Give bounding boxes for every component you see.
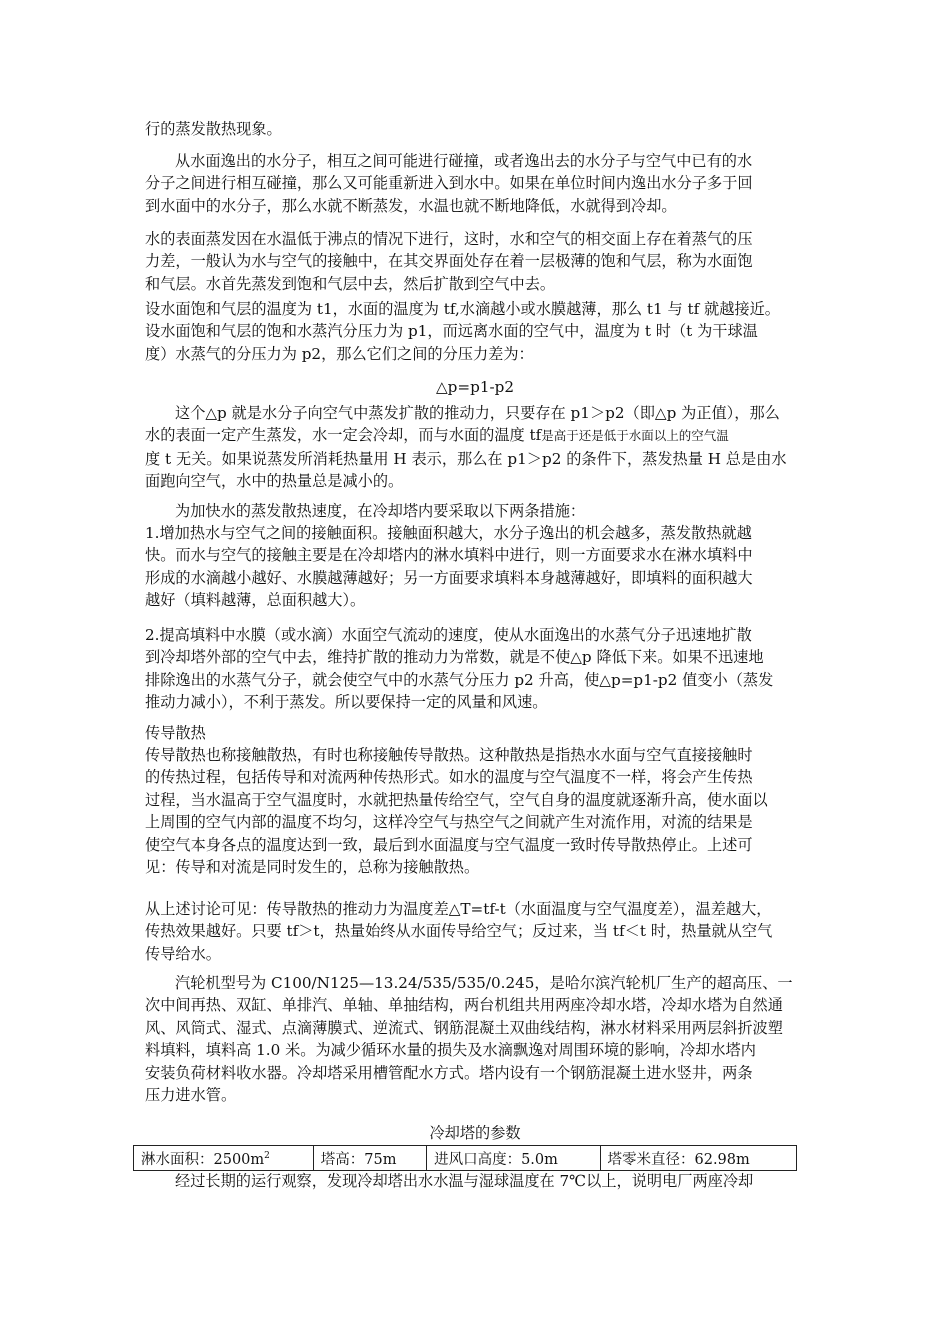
- text-line: 使空气本身各点的温度达到一致，最后到水面温度与空气温度一致时传导散热停止。上述可: [145, 835, 753, 854]
- text-line: 料填料，填料高 1.0 米。为减少循环水量的损失及水滴飘逸对周围环境的影响，冷却水塔内: [145, 1041, 756, 1060]
- text-line: 行的蒸发散热现象。: [145, 120, 282, 138]
- table-row: [134, 1146, 797, 1171]
- text-line: 水的表面一定产生蒸发，水一定会冷却，而与水面的温度 tf是高于还是低于水面以上的空气温: [145, 426, 729, 445]
- text-line: 传导散热也称接触散热，有时也称接触传导散热。这种散热是指热水水面与空气直接接触时: [145, 746, 753, 764]
- text-line: 设水面饱和气层的饱和水蒸汽分压力为 p1，而远离水面的空气中，温度为 t 时（t 为干球温: [145, 322, 758, 341]
- paragraph: [145, 1170, 805, 1192]
- caption-text: 冷却塔的参数: [429, 1124, 521, 1142]
- paragraph: [145, 228, 805, 295]
- text-line: 到冷却塔外部的空气中去，维持扩散的推动力为常数，就是不使△p 降低下来。如果不迅速地: [145, 648, 764, 667]
- text-line: 排除逸出的水蒸气分子，就会使空气中的水蒸气分压力 p2 升高，使△p=p1-p2 值变小（蒸发: [145, 670, 774, 689]
- section-heading: [145, 722, 805, 744]
- table-cell: 淋水面积：$2500m^2$: [134, 1146, 314, 1171]
- text-line: 度 t 无关。如果说蒸发所消耗热量用 H 表示，那么在 p1＞p2 的条件下，蒸发热量 H 总是由水: [145, 449, 787, 468]
- text-line: 设水面饱和气层的温度为 t1，水面的温度为 tf,水滴越小或水膜越薄，那么 t1 与 tf 就越接近。: [145, 300, 780, 318]
- heading-text: 传导散热: [145, 724, 206, 742]
- text-line: 形成的水滴越小越好、水膜越薄越好；另一方面要求填料本身越薄越好，即填料的面积越大: [145, 568, 753, 587]
- text-line: 从水面逸出的水分子，相互之间可能进行碰撞，或者逸出去的水分子与空气中已有的水: [175, 152, 753, 170]
- text-line: 分子之间进行相互碰撞，那么又可能重新进入到水中。如果在单位时间内逸出水分子多于回: [145, 174, 753, 193]
- text-line: 度）水蒸气的分压力为 p2，那么它们之间的分压力差为：: [145, 344, 534, 363]
- text-line: 传导给水。: [145, 944, 221, 963]
- paragraph: [145, 898, 805, 965]
- formula: [145, 376, 805, 398]
- text-line: 汽轮机型号为 C100/N125—13.24/535/535/0.245，是哈尔滨汽轮机厂生产的超高压、一: [175, 974, 793, 992]
- table-cell: 进风口高度：5.0m: [427, 1146, 600, 1171]
- paragraph: [145, 972, 805, 1106]
- paragraph: [145, 500, 805, 522]
- text-line: 传热效果越好。只要 tf＞t，热量始终从水面传导给空气；反过来，当 tf＜t 时，热量就从空气: [145, 922, 773, 941]
- formula-text: △p=p1-p2: [435, 378, 515, 396]
- small-text: 是高于还是低于水面以上的空气温: [541, 428, 729, 444]
- text-line: 面跑向空气，水中的热量总是减小的。: [145, 472, 404, 491]
- paragraph: [145, 298, 805, 365]
- text-line: 到水面中的水分子，那么水就不断蒸发，水温也就不断地降低，水就得到冷却。: [145, 196, 677, 215]
- paragraph: [145, 744, 805, 878]
- list-item: [145, 624, 805, 714]
- text-line: 力差，一般认为水与空气的接触中，在其交界面处存在着一层极薄的饱和气层，称为水面饱: [145, 252, 753, 271]
- text-line: 次中间再热、双缸、单排汽、单轴、单抽结构，两台机组共用两座冷却水塔，冷却水塔为自然通: [145, 996, 783, 1015]
- text-line: 和气层。水首先蒸发到饱和气层中去，然后扩散到空气中去。: [145, 274, 556, 293]
- table-caption: [145, 1122, 805, 1144]
- paragraph: [145, 402, 805, 493]
- text-line: 的传热过程，包括传导和对流两种传热形式。如水的温度与空气温度不一样，将会产生传热: [145, 768, 753, 787]
- table-cell: 塔零米直径：62.98m: [600, 1146, 797, 1171]
- text-line: 为加快水的蒸发散热速度，在冷却塔内要采取以下两条措施：: [175, 502, 586, 520]
- superscript: 2: [264, 1150, 270, 1161]
- text-line: 经过长期的运行观察，发现冷却塔出水水温与湿球温度在 7℃以上，说明电厂两座冷却: [175, 1172, 754, 1190]
- text-line: 推动力减小），不利于蒸发。所以要保持一定的风量和风速。: [145, 693, 548, 712]
- text-line: 水的表面蒸发因在水温低于沸点的情况下进行，这时，水和空气的相交面上存在着蒸气的压: [145, 230, 753, 248]
- text-line: 见：传导和对流是同时发生的，总称为接触散热。: [145, 858, 480, 877]
- paragraph: [145, 150, 805, 217]
- text-line: 上周围的空气内部的温度不均匀，这样冷空气与热空气之间就产生对流作用，对流的结果是: [145, 813, 753, 832]
- text-line: 安装负荷材料收水器。冷却塔采用槽管配水方式。塔内设有一个钢筋混凝土进水竖井，两条: [145, 1063, 753, 1082]
- text-line: 过程，当水温高于空气温度时，水就把热量传给空气，空气自身的温度就逐渐升高，使水面以: [145, 790, 768, 809]
- parameters-table: [133, 1145, 797, 1171]
- text-line: 风、风筒式、湿式、点滴薄膜式、逆流式、钢筋混凝土双曲线结构，淋水材料采用两层斜折波塑: [145, 1018, 783, 1037]
- text-line: 从上述讨论可见：传导散热的推动力为温度差△T=tf-t（水面温度与空气温度差），温差越大，: [145, 900, 772, 918]
- table-cell: 塔高：75m: [313, 1146, 426, 1171]
- text-line: 2.提高填料中水膜（或水滴）水面空气流动的速度，使从水面逸出的水蒸气分子迅速地扩散: [145, 626, 752, 644]
- text-line: 快。而水与空气的接触主要是在冷却塔内的淋水填料中进行，则一方面要求水在淋水填料中: [145, 546, 753, 565]
- text-line: 压力进水管。: [145, 1086, 237, 1105]
- paragraph: [145, 118, 805, 140]
- text-line: 1.增加热水与空气之间的接触面积。接触面积越大，水分子逸出的机会越多，蒸发散热就越: [145, 524, 752, 542]
- text-line: 这个△p 就是水分子向空气中蒸发扩散的推动力，只要存在 p1＞p2（即△p 为正值），那么: [175, 404, 780, 422]
- list-item: [145, 522, 805, 612]
- text-line: 越好（填料越薄，总面积越大）。: [145, 591, 366, 610]
